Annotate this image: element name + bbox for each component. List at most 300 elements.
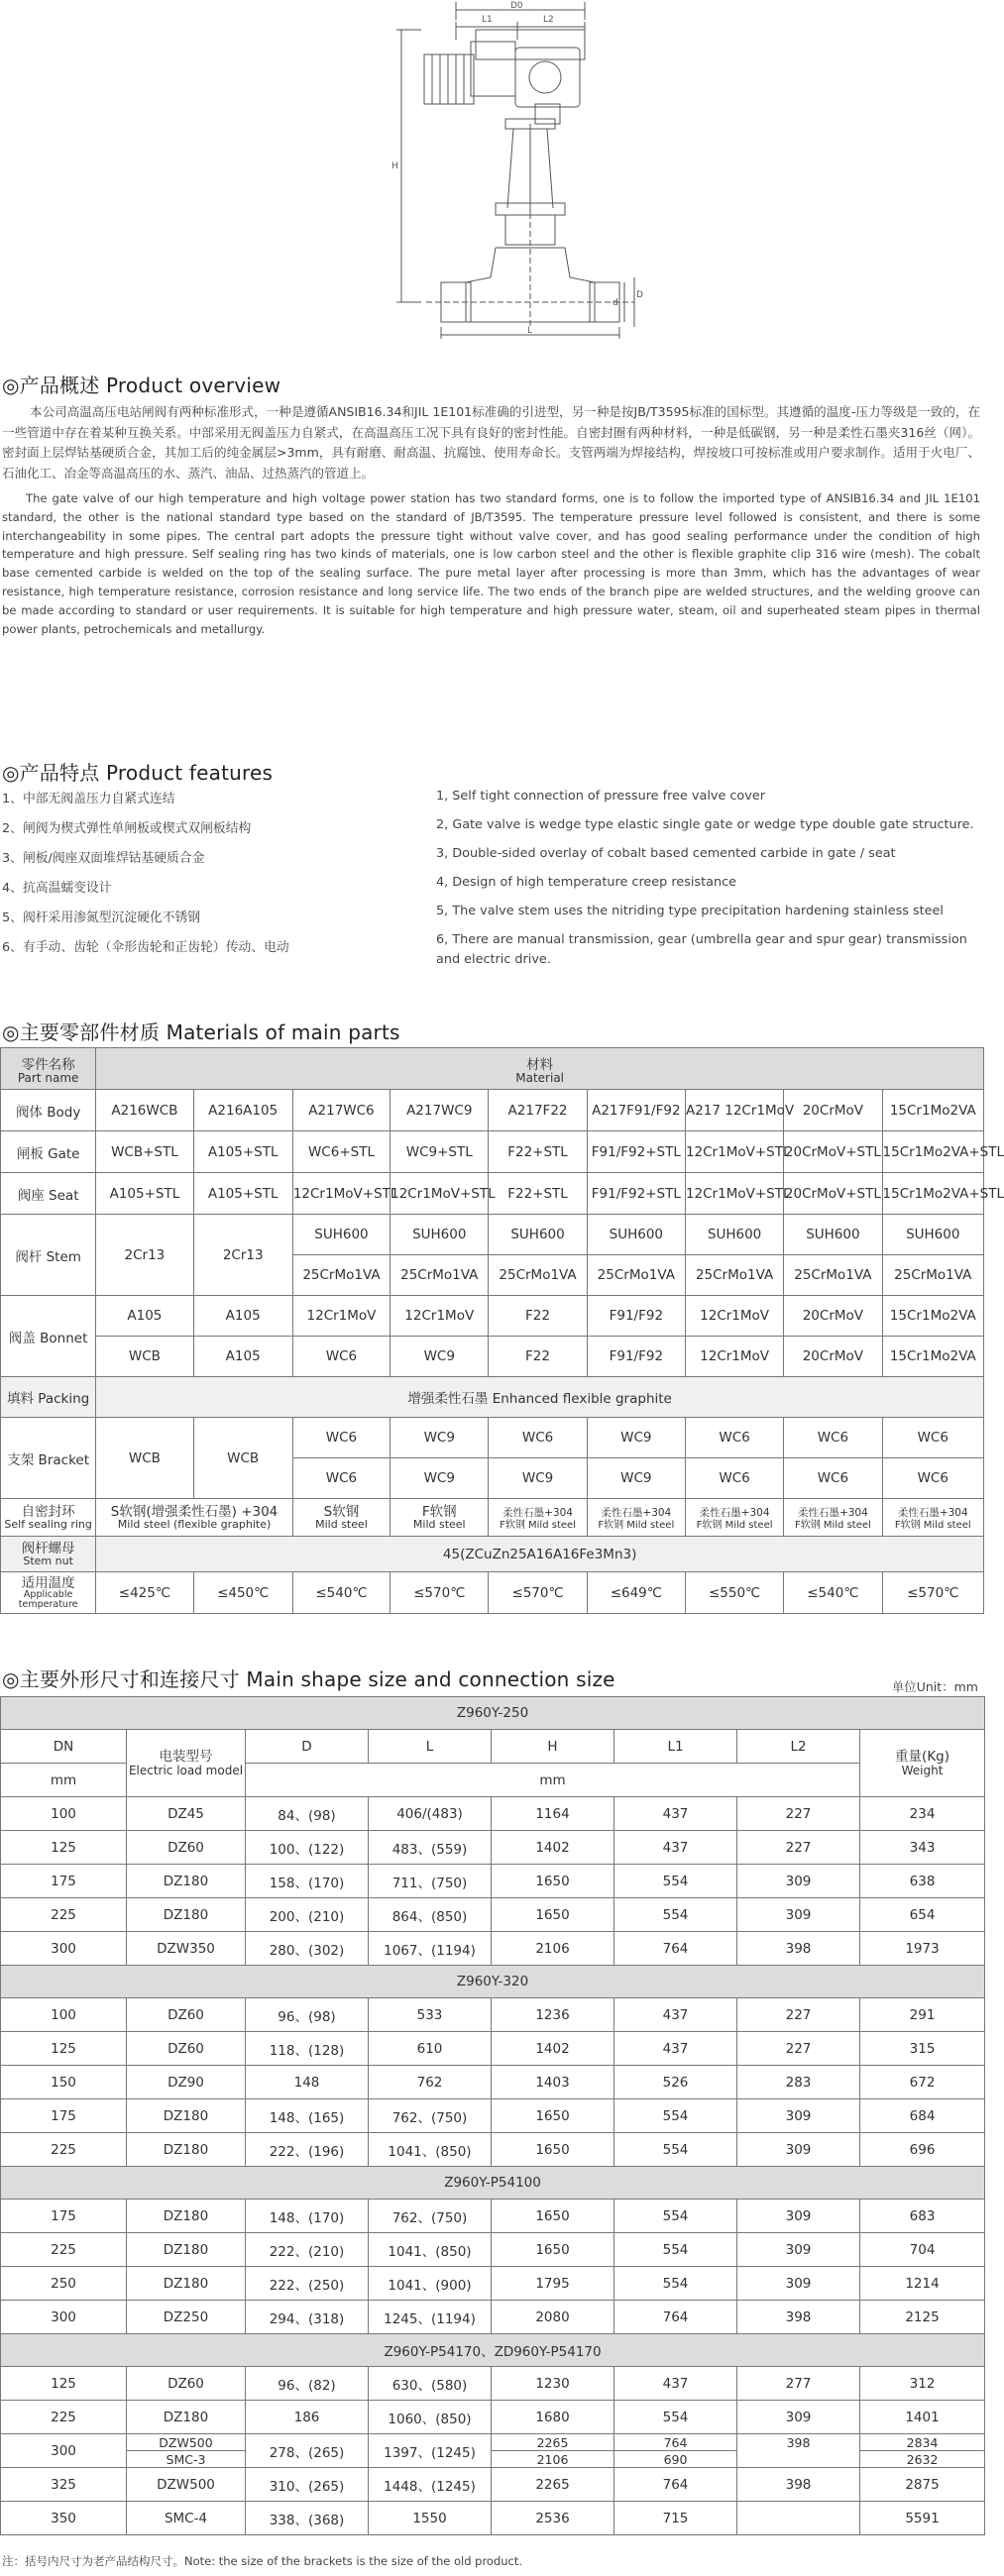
sealing-en: F软钢 Mild steel [598,1519,675,1531]
material-cell: 25CrMo1VA [587,1255,685,1296]
material-cell: SUH600 [784,1215,882,1255]
table-row [1,2200,985,2233]
size-group-title: Z960Y-320 [1,1966,985,1998]
cell: 222、(210) [246,2233,369,2267]
material-cell: 12Cr1MoV+STL [685,1131,783,1173]
sealing-cell [390,1499,489,1537]
cell: 125 [1,2367,127,2401]
features-section [0,757,984,975]
material-cell: 20CrMoV+STL [784,1131,882,1173]
sealing-cell [882,1499,983,1537]
table-row [1,1831,985,1865]
sealing-cell [489,1499,587,1537]
cell: 2080 [492,2301,614,2334]
cell: 690 [614,2451,737,2468]
cell: 672 [860,2066,985,2099]
cell: 309 [737,2200,860,2233]
cell: DZ180 [127,2267,246,2301]
material-cell: A105+STL [193,1173,292,1215]
feature-cn-1: 1、中部无阀盖压力自紧式连结 [2,792,175,806]
cell: 437 [614,1831,737,1865]
material-cell: 20CrMoV+STL [784,1173,882,1215]
material-cell: A105 [193,1296,292,1337]
cell: 437 [614,1797,737,1831]
size-group-title-row [1,2334,985,2367]
cell: 398 [737,1932,860,1966]
cell: DZ45 [127,1797,246,1831]
materials-table [0,1047,1004,1614]
cell: 158、(170) [246,1865,369,1898]
cell: 225 [1,2133,127,2167]
sealing-en: F软钢 Mild steel [894,1519,971,1531]
table-row [1,2267,985,2301]
material-cell: SUH600 [685,1215,783,1255]
cell [737,2502,860,2535]
cell: 5591 [860,2502,985,2535]
sealing-en: Mild steel (flexible graphite) [117,1518,272,1531]
cell: 300 [1,2434,127,2468]
feature-en-2: 2, Gate valve is wedge type elastic single gate or wedge type double gate structure. [436,817,974,832]
dim-label-l1: L1 [482,15,493,25]
material-cell: F22+STL [489,1131,587,1173]
sizes-title: ◎主要外形尺寸和连接尺寸 Main shape size and connection size [2,1667,615,1691]
cell: 1650 [492,2099,614,2133]
size-group-title: Z960Y-P54100 [1,2167,985,2200]
material-cell: A216WCB [96,1090,193,1131]
feature-cn-3: 3、闸板/阀座双面堆焊钴基硬质合金 [2,851,205,866]
cell: 84、(98) [246,1797,369,1831]
material-cell: F22 [489,1337,587,1377]
stem-row [1,1215,984,1255]
material-cell: WC9 [390,1418,489,1458]
overview-text-cn: 本公司高温高压电站闸阀有两种标准形式，一种是遵循ANSIB16.34和JIL 1E101标准确的引进型，另一种是按JB/T3595标准的国标型。其遵循的温度-压力等级是一致的，在一些管道中存在着某种互换关系。中部采用无阀盖压力自紧式，在高温高压工况下具有良好的密封性能。自密封圈有两种材料，一种是低碳钢，另一种是柔性石墨夹316丝（网）。密封面上层焊钴基硬质合金，其加工后的纯金属层>3mm，具有耐磨、耐高温、抗腐蚀、使用寿命长。支管两端为焊接结构，焊按坡口可按标准或用户要求制作。适用于火电厂、石油化工、冶金等高温高压的水、蒸汽、油品、过热蒸汽的管道上。 [2,404,980,481]
cell: 1245、(1194) [369,2301,492,2334]
cell: 148 [246,2066,369,2099]
cell: 227 [737,1998,860,2032]
header-weight-cn: 重量(Kg) [895,1748,950,1765]
table-row [1,2434,985,2451]
cell: 1402 [492,1831,614,1865]
material-cell: WC6 [882,1418,983,1458]
dim-label-d: d [613,298,618,308]
cell: 554 [614,2401,737,2434]
gate-row [1,1131,984,1173]
table-row [1,2468,985,2502]
stem-label: 阀杆 Stem [1,1215,96,1296]
cell: 315 [860,2032,985,2066]
size-group-title-row [1,1966,985,1998]
material-cell: WCB [96,1418,193,1499]
cell: 343 [860,1831,985,1865]
cell: DZ250 [127,2301,246,2334]
cell: DZ90 [127,2066,246,2099]
material-cell: F91/F92+STL [587,1173,685,1215]
bonnet-row-2 [1,1337,984,1377]
cell: 1397、(1245) [369,2434,492,2468]
material-cell: 25CrMo1VA [882,1255,983,1296]
material-cell: 2Cr13 [96,1215,193,1296]
cell: 437 [614,1998,737,2032]
material-cell: WC9 [489,1458,587,1499]
cell: 554 [614,1865,737,1898]
cell: 222、(250) [246,2267,369,2301]
cell: 1230 [492,2367,614,2401]
overview-title: ◎产品概述 Product overview [2,374,281,397]
feature-en-5: 5, The valve stem uses the nitriding type precipitation hardening stainless steel [436,904,944,918]
temperature-label [1,1572,96,1614]
cell: 338、(368) [246,2502,369,2535]
material-cell: 12Cr1MoV [390,1296,489,1337]
cell: 96、(82) [246,2367,369,2401]
table-row [1,2401,985,2434]
cell: DZW500 [127,2468,246,2502]
material-cell: F91/F92+STL [587,1131,685,1173]
cell: 227 [737,2032,860,2066]
cell: 1236 [492,1998,614,2032]
body-row [1,1090,984,1131]
temperature-cell: ≤570℃ [390,1572,489,1614]
cell: 398 [737,2301,860,2334]
cell: 1041、(900) [369,2267,492,2301]
table-row [1,2032,985,2066]
cell: 683 [860,2200,985,2233]
cell: DZ60 [127,2032,246,2066]
cell: 278、(265) [246,2434,369,2468]
seat-row [1,1173,984,1215]
material-cell: WC6 [489,1418,587,1458]
cell: 277 [737,2367,860,2401]
cell: 2106 [492,2451,614,2468]
cell: 291 [860,1998,985,2032]
feature-en-4: 4, Design of high temperature creep resistance [436,875,736,890]
dim-label-l2: L2 [543,15,554,25]
cell: 762 [369,2066,492,2099]
temperature-cell: ≤570℃ [489,1572,587,1614]
cell: 1650 [492,1865,614,1898]
stem-nut-row [1,1537,984,1572]
cell: 554 [614,2267,737,2301]
size-group-title-row [1,1697,985,1730]
cell: 175 [1,2099,127,2133]
material-cell: WC6 [292,1337,390,1377]
cell: 764 [614,2468,737,2502]
cell: 684 [860,2099,985,2133]
material-header-en: Material [515,1071,564,1085]
cell: 437 [614,2032,737,2066]
cell: 1650 [492,2200,614,2233]
cell: 227 [737,1831,860,1865]
cell: 309 [737,2099,860,2133]
cell: DZ180 [127,2233,246,2267]
material-cell: 15Cr1Mo2VA+STL [882,1131,983,1173]
packing-value: 增强柔性石墨 Enhanced flexible graphite [96,1377,984,1418]
cell: 762、(750) [369,2099,492,2133]
part-name-cn: 零件名称 [21,1057,75,1073]
cell: 764 [614,2434,737,2451]
sealing-cell [784,1499,882,1537]
material-cell: 20CrMoV [784,1337,882,1377]
cell: 310、(265) [246,2468,369,2502]
overview-text-en: The gate valve of our high temperature and high voltage power station has two standard forms, one is to follow the imported type of ANSIB16.34 and JIL 1E101 standard, the other is the national standard type based on the standard of JB/T3595. The temperature pressure level followed is consistent, and there is some interchangeability in some pipes. The central part adopts the pressure tight without valve cover, and has good sealing performance under the condition of high temperature and high pressure. Self sealing ring has two kinds of materials, one is low carbon steel and the other is flexible graphite clip 316 wire (mesh). The cobalt base cemented carbide is welded on the top of the sealing surface. The pure metal layer after processing is more than 3mm, which has the advantages of wear resistance, high temperature resistance, corrosion resistance and long service life. The two ends of the branch pipe are welded structures, and the welding groove can be made according to standard or user requirements. It is suitable for high temperature and high pressure water, steam, oil and superheated steam pipes in thermal power plants, petrochemicals and metallurgy. [2,491,980,636]
table-row [1,2301,985,2334]
temperature-label-cn: 适用温度 [21,1574,75,1591]
table-row [1,1998,985,2032]
dim-label-h: H [391,161,398,171]
valve-drawing [347,0,644,342]
cell: 96、(98) [246,1998,369,2032]
sealing-cn: 柔性石墨+304 [601,1506,672,1519]
material-cell: WC9 [390,1458,489,1499]
temperature-row [1,1572,984,1614]
material-cell: WC6 [685,1458,783,1499]
material-cell: WC6 [784,1458,882,1499]
sealing-cell [685,1499,783,1537]
sealing-cn: 柔性石墨+304 [897,1506,968,1519]
material-cell: WC6 [292,1418,390,1458]
table-row [1,1865,985,1898]
material-cell: 2Cr13 [193,1215,292,1296]
cell: 1164 [492,1797,614,1831]
cell: 118、(128) [246,2032,369,2066]
cell: 2265 [492,2434,614,2451]
cell: 100、(122) [246,1831,369,1865]
sealing-en: F软钢 Mild steel [500,1519,576,1531]
cell: 638 [860,1865,985,1898]
header-dn: DN [1,1730,127,1764]
dim-label-D: D [636,290,643,300]
cell: 554 [614,2233,737,2267]
cell: 483、(559) [369,1831,492,1865]
material-cell: 25CrMo1VA [784,1255,882,1296]
packing-row [1,1377,984,1418]
cell: 309 [737,2267,860,2301]
material-cell: WC6 [292,1458,390,1499]
sealing-en: F软钢 Mild steel [696,1519,773,1531]
table-row [1,1932,985,1966]
size-header-row [1,1730,985,1764]
cell: 294、(318) [246,2301,369,2334]
material-cell: 12Cr1MoV+STL [685,1173,783,1215]
material-cell: WC9 [587,1418,685,1458]
temperature-cell: ≤540℃ [292,1572,390,1614]
material-cell: WCB [96,1337,193,1377]
cell: 125 [1,1831,127,1865]
cell: 526 [614,2066,737,2099]
material-cell: 15Cr1Mo2VA [882,1296,983,1337]
sealing-en: Mild steel [412,1518,466,1531]
material-cell: 12Cr1MoV+STL [390,1173,489,1215]
cell: DZ180 [127,2401,246,2434]
cell: 533 [369,1998,492,2032]
material-cell: WC6+STL [292,1131,390,1173]
material-cell: A217WC6 [292,1090,390,1131]
cell: SMC-4 [127,2502,246,2535]
cell: 554 [614,2133,737,2167]
cell: 309 [737,1865,860,1898]
cell: 1650 [492,2233,614,2267]
footnote: 注：括号内尺寸为老产品结构尺寸。Note: the size of the brackets is the size of the old product. [2,2554,523,2568]
cell: 715 [614,2502,737,2535]
cell: 1448、(1245) [369,2468,492,2502]
cell: 630、(580) [369,2367,492,2401]
bracket-label: 支架 Bracket [1,1418,96,1499]
cell: 764 [614,1932,737,1966]
cell: DZ180 [127,1898,246,1932]
materials-title: ◎主要零部件材质 Materials of main parts [2,1020,400,1044]
temperature-cell: ≤649℃ [587,1572,685,1614]
material-cell: A217WC9 [390,1090,489,1131]
cell: DZ180 [127,2133,246,2167]
cell: 554 [614,2200,737,2233]
material-cell: A216A105 [193,1090,292,1131]
cell: DZ60 [127,2367,246,2401]
material-cell: 15Cr1Mo2VA+STL [882,1173,983,1215]
cell: 225 [1,2401,127,2434]
cell: DZ60 [127,1831,246,1865]
cell: 1041、(850) [369,2233,492,2267]
features-list-en [436,787,981,979]
cell: 1214 [860,2267,985,2301]
sealing-cn: S软钢(增强柔性石墨) +304 [110,1504,279,1520]
cell: 325 [1,2468,127,2502]
size-group-title: Z960Y-P54170、ZD960Y-P54170 [1,2334,985,2367]
material-cell: SUH600 [390,1215,489,1255]
cell: 1401 [860,2401,985,2434]
sealing-cell [587,1499,685,1537]
features-list-cn [2,785,418,963]
cell: 300 [1,1932,127,1966]
header-l2: L2 [737,1730,860,1764]
material-cell: SUH600 [292,1215,390,1255]
bracket-row [1,1418,984,1458]
cell: 234 [860,1797,985,1831]
overview-section [0,370,984,638]
feature-cn-5: 5、阀杆采用渗氮型沉淀硬化不锈钢 [2,911,201,925]
table-row [1,2233,985,2267]
size-group-title: Z960Y-250 [1,1697,985,1730]
cell: 312 [860,2367,985,2401]
header-model [127,1730,246,1797]
material-cell: WC9+STL [390,1131,489,1173]
material-cell: F91/F92 [587,1296,685,1337]
material-cell: 12Cr1MoV+STL [292,1173,390,1215]
cell: 2265 [492,2468,614,2502]
gate-label: 闸板 Gate [1,1131,96,1173]
sealing-en: Mild steel [315,1518,368,1531]
feature-en-1: 1, Self tight connection of pressure free valve cover [436,789,765,804]
cell: DZ180 [127,2099,246,2133]
seat-label: 阀座 Seat [1,1173,96,1215]
material-cell: SUH600 [882,1215,983,1255]
cell: 309 [737,2401,860,2434]
cell: 309 [737,2233,860,2267]
cell: DZ180 [127,1865,246,1898]
material-cell: A105+STL [96,1173,193,1215]
cell: 1973 [860,1932,985,1966]
material-cell: WC6 [882,1458,983,1499]
sealing-cn: 柔性石墨+304 [797,1506,868,1519]
stem-nut-label [1,1537,96,1572]
material-cell: SUH600 [489,1215,587,1255]
sealing-row [1,1499,984,1537]
header-l: L [369,1730,492,1764]
cell: 200、(210) [246,1898,369,1932]
temperature-cell: ≤450℃ [193,1572,292,1614]
header-l1: L1 [614,1730,737,1764]
material-cell: 25CrMo1VA [292,1255,390,1296]
cell: 150 [1,2066,127,2099]
feature-cn-6: 6、有手动、齿轮（伞形齿轮和正齿轮）传动、电动 [2,940,289,955]
cell: 1060、(850) [369,2401,492,2434]
temperature-cell: ≤425℃ [96,1572,193,1614]
cell: 704 [860,2233,985,2267]
cell: 398 [737,2468,860,2502]
cell: DZW350 [127,1932,246,1966]
cell: DZ180 [127,2200,246,2233]
cell: 100 [1,1797,127,1831]
material-cell: 25CrMo1VA [685,1255,783,1296]
cell: 1402 [492,2032,614,2066]
material-cell: F91/F92 [587,1337,685,1377]
material-cell: 15Cr1Mo2VA [882,1337,983,1377]
material-cell: WC6 [685,1418,783,1458]
material-cell: WCB+STL [96,1131,193,1173]
cell: 1041、(850) [369,2133,492,2167]
feature-en-6: 6, There are manual transmission, gear (umbrella gear and spur gear) transmission and electric drive. [436,932,967,967]
table-row [1,2099,985,2133]
cell: 2125 [860,2301,985,2334]
cell: 175 [1,1865,127,1898]
material-cell: 20CrMoV [784,1296,882,1337]
cell: 654 [860,1898,985,1932]
header-weight [860,1730,985,1797]
cell: 764 [614,2301,737,2334]
sealing-cn: 柔性石墨+304 [502,1506,573,1519]
cell: 1650 [492,2133,614,2167]
temperature-cell: ≤540℃ [784,1572,882,1614]
material-cell: WC9 [587,1458,685,1499]
sealing-label-cn: 自密封环 [21,1504,75,1520]
header-d: D [246,1730,369,1764]
cell: 280、(302) [246,1932,369,1966]
material-cell: A105 [193,1337,292,1377]
cell: 148、(165) [246,2099,369,2133]
table-row [1,1797,985,1831]
sealing-label [1,1499,96,1537]
material-cell: 25CrMo1VA [489,1255,587,1296]
stem-nut-label-en: Stem nut [23,1555,73,1567]
cell: 250 [1,2267,127,2301]
packing-label: 填料 Packing [1,1377,96,1418]
cell: 864、(850) [369,1898,492,1932]
dim-label-l: L [527,326,533,336]
cell: 1067、(1194) [369,1932,492,1966]
cell: 175 [1,2200,127,2233]
unit-mm: mm [246,1764,860,1797]
table-row [1,2502,985,2535]
cell: 222、(196) [246,2133,369,2167]
material-cell: 12Cr1MoV [292,1296,390,1337]
cell: 1550 [369,2502,492,2535]
cell: 350 [1,2502,127,2535]
cell: 398 [737,2434,860,2468]
stem-nut-value: 45(ZCuZn25A16A16Fe3Mn3) [96,1537,984,1572]
dim-label-d0: D0 [510,1,523,11]
sizes-section [0,1664,984,1692]
feature-cn-4: 4、抗高温蠕变设计 [2,881,112,896]
cell: 2834 [860,2434,985,2451]
cell: DZW500 [127,2434,246,2451]
